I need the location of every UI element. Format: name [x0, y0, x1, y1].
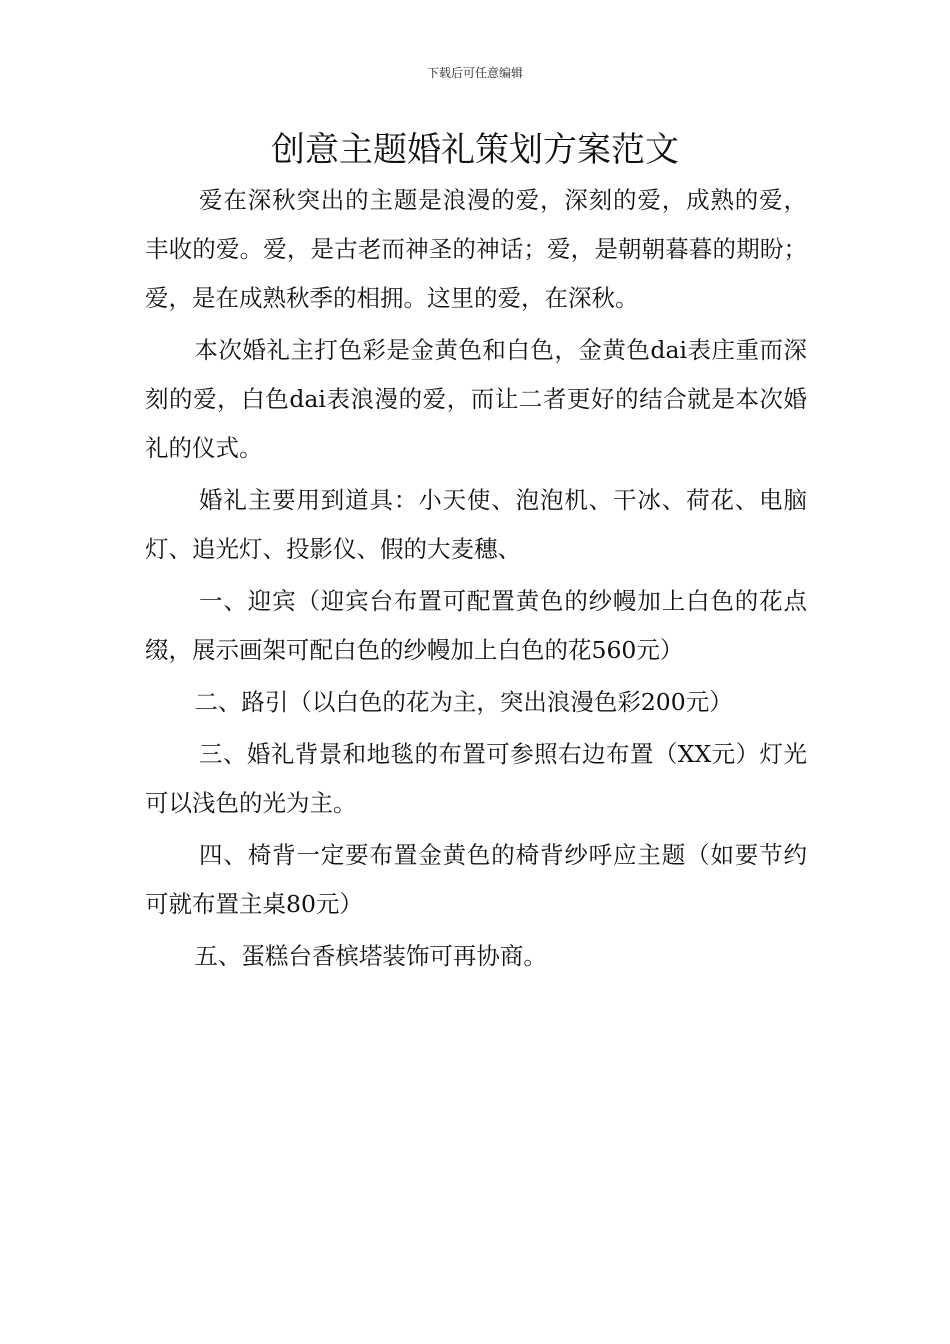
paragraph-intro: 爱在深秋突出的主题是浪漫的爱，深刻的爱，成熟的爱，丰收的爱。爱，是古老而神圣的神话；爱，是朝朝暮暮的期盼；爱，是在成熟秋季的相拥。这里的爱，在深秋。: [145, 186, 807, 312]
paragraph-item-2: 二、路引（以白色的花为主，突出浪漫色彩200元）: [194, 688, 733, 716]
paragraph-item-3: 三、婚礼背景和地毯的布置可参照右边布置（XX元）灯光可以浅色的光为主。: [145, 740, 807, 817]
paragraph-colors: 本次婚礼主打色彩是金黄色和白色，金黄色dai表庄重而深刻的爱，白色dai表浪漫的爱，而让二者更好的结合就是本次婚礼的仪式。: [145, 336, 807, 462]
paragraph-item-1: 一、迎宾（迎宾台布置可配置黄色的纱幔加上白色的花点缀，展示画架可配白色的纱幔加上白色的花560元）: [145, 587, 807, 664]
paragraph-props: 婚礼主要用到道具：小天使、泡泡机、干冰、荷花、电脑灯、追光灯、投影仪、假的大麦穗、: [145, 486, 807, 563]
document-title: 创意主题婚礼策划方案范文: [271, 130, 679, 170]
header-note: 下载后可任意编辑: [426, 66, 523, 80]
paragraph-item-4: 四、椅背一定要布置金黄色的椅背纱呼应主题（如要节约可就布置主桌80元）: [145, 841, 807, 918]
document-body: [145, 176, 807, 981]
paragraph-item-5: 五、蛋糕台香槟塔装饰可再协商。: [194, 942, 547, 970]
